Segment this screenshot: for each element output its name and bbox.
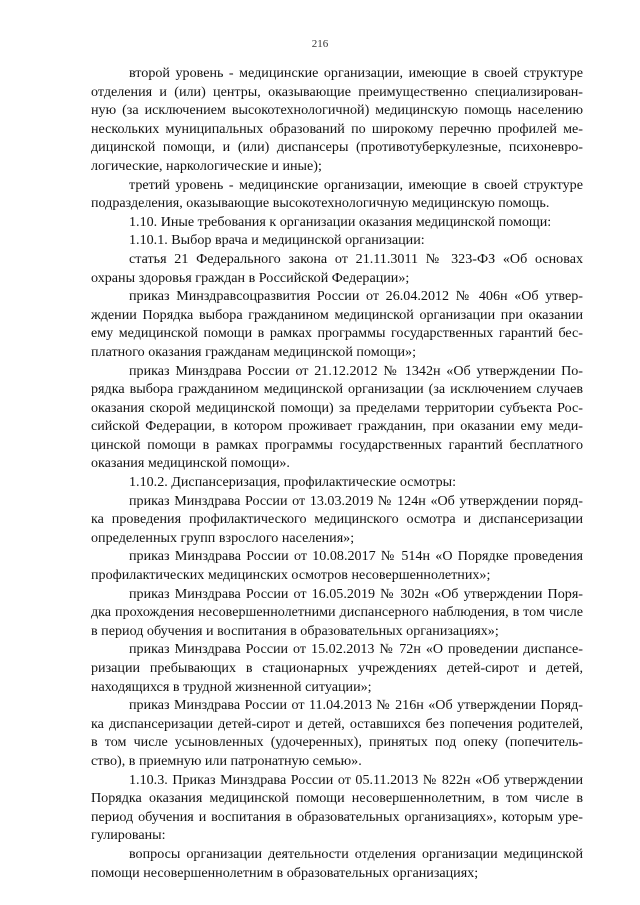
text-line: приказ Минздрава России от 21.12.2012 № 1342н «Об утверждении По- <box>129 362 583 379</box>
body-text <box>91 64 583 882</box>
page-number: 216 <box>311 38 329 50</box>
text-line: находящихся в трудной жизненной ситуации»; <box>91 678 372 695</box>
text-line: охраны здоровья граждан в Российской Федерации»; <box>91 269 410 286</box>
text-line: гулированы: <box>91 827 166 844</box>
text-line: профилактических медицинских осмотров несовершеннолетних»; <box>91 567 491 584</box>
text-line: ему медицинской помощи в рамках программы государственных гарантий бес- <box>91 325 583 342</box>
text-line: в том числе усыновленных (удочеренных), принятых под опеку (попечитель- <box>91 734 583 751</box>
text-line: дицинской помощи, и (или) диспансеры (противотуберкулезные, психоневро- <box>91 139 583 156</box>
text-line: приказ Минздрава России от 15.02.2013 № 72н «О проведении диспансе- <box>129 641 583 658</box>
text-line: сийской Федерации, в котором проживает гражданин, при оказании ему меди- <box>91 418 583 435</box>
text-line: Порядка оказания медицинской помощи несовершеннолетним, в том числе в <box>91 790 583 807</box>
text-line: оказания медицинской помощи». <box>91 455 290 472</box>
text-line: приказ Минздрава России от 16.05.2019 № 302н «Об утверждении Поря- <box>129 585 583 602</box>
text-line: период обучения и воспитания в образовательных организациях», которым уре- <box>91 808 583 825</box>
text-line: ную (за исключением высокотехнологичной) медицинскую помощь населению <box>91 102 583 119</box>
text-line: рядка выбора гражданином медицинской организации (за исключением случаев <box>91 381 583 398</box>
text-line: подразделения, оказывающие высокотехнологичную медицинскую помощь. <box>91 195 550 212</box>
text-line: ство), в приемную или патронатную семью». <box>91 752 362 769</box>
text-line: 1.10.2. Диспансеризация, профилактические осмотры: <box>129 474 457 491</box>
text-line: второй уровень - медицинские организации, имеющие в своей структуре <box>129 65 583 81</box>
text-line: ждении Порядка выбора гражданином медицинской организации при оказании <box>91 306 583 323</box>
text-line: приказ Минздравсоцразвития России от 26.04.2012 № 406н «Об утвер- <box>129 288 583 305</box>
text-line: ка проведения профилактического медицинского осмотра и диспансеризации <box>91 511 583 528</box>
text-line: 1.10. Иные требования к организации оказания медицинской помощи: <box>129 213 552 230</box>
text-line: цинской помощи в рамках программы государственных гарантий бесплатного <box>91 436 583 453</box>
text-line: определенных групп взрослого населения»; <box>91 529 355 546</box>
text-line: вопросы организации деятельности отделения организации медицинской <box>129 845 583 862</box>
text-line: ка диспансеризации детей-сирот и детей, оставшихся без попечения родителей, <box>91 715 583 732</box>
text-line: в период обучения и воспитания в образовательных организациях»; <box>91 622 499 639</box>
text-line: логические, наркологические и иные); <box>91 157 322 174</box>
text-line: дка прохождения несовершеннолетними диспансерного наблюдения, в том числе <box>91 604 583 621</box>
text-line: третий уровень - медицинские организации, имеющие в своей структуре <box>129 176 583 193</box>
text-line: оказания скорой медицинской помощи) за пределами территории субъекта Рос- <box>91 399 583 416</box>
text-line: приказ Минздрава России от 10.08.2017 № 514н «О Порядке проведения <box>129 548 583 565</box>
text-line: 1.10.3. Приказ Минздрава России от 05.11.2013 № 822н «Об утверждении <box>129 771 583 788</box>
text-line: приказ Минздрава России от 11.04.2013 № 216н «Об утверждении Поряд- <box>129 697 583 714</box>
text-line: приказ Минздрава России от 13.03.2019 № 124н «Об утверждении поряд- <box>129 492 583 509</box>
text-line: 1.10.1. Выбор врача и медицинской организации: <box>129 232 425 249</box>
text-line: нескольких муниципальных образований по широкому перечню профилей ме- <box>91 120 583 137</box>
text-line: отделения и (или) центры, оказывающие преимущественно специализирован- <box>91 83 583 100</box>
text-line: помощи несовершеннолетним в образовательных организациях; <box>91 864 479 881</box>
text-line: платного оказания гражданам медицинской помощи»; <box>91 343 417 360</box>
text-line: ризации пребывающих в стационарных учреждениях детей-сирот и детей, <box>91 660 583 676</box>
text-line: статья 21 Федерального закона от 21.11.3011 № 323-ФЗ «Об основах <box>129 250 583 267</box>
